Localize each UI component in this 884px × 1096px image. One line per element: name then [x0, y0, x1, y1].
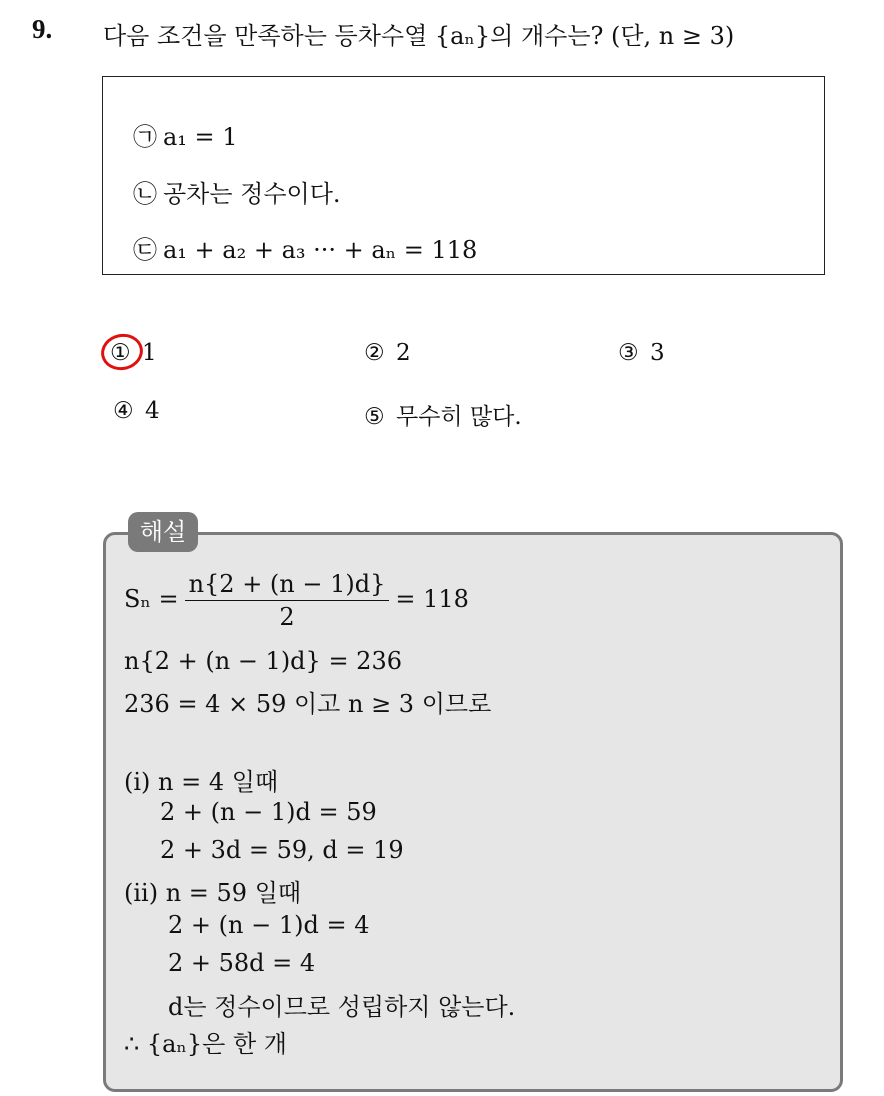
sn-equation — [124, 570, 469, 631]
solution-line: (ii) n = 59 일때 — [124, 879, 302, 907]
choice-text: 4 — [145, 398, 160, 424]
solution-line: ∴ {aₙ}은 한 개 — [124, 1030, 287, 1058]
choice-number: ③ — [618, 340, 639, 366]
choice-2[interactable] — [364, 340, 411, 366]
choice-number: ① — [110, 340, 131, 366]
sn-rhs: = 118 — [395, 585, 469, 613]
condition-mark: ㉢ — [133, 236, 157, 264]
condition-text: a₁ = 1 — [163, 123, 238, 151]
condition-mark: ㉠ — [133, 123, 157, 151]
condition-text: 공차는 정수이다. — [163, 180, 341, 208]
solution-line: 236 = 4 × 59 이고 n ≥ 3 이므로 — [124, 690, 492, 718]
choice-text: 무수히 많다. — [396, 404, 522, 430]
solution-label: 해설 — [128, 512, 198, 552]
conditions-box — [102, 76, 825, 275]
choice-1[interactable] — [110, 340, 157, 366]
choice-text: 3 — [650, 340, 665, 366]
choice-number: ④ — [113, 398, 134, 424]
condition-1 — [133, 117, 238, 152]
condition-mark: ㉡ — [133, 180, 157, 208]
choice-number: ② — [364, 340, 385, 366]
solution-line: 2 + (n − 1)d = 59 — [160, 798, 377, 826]
choice-5[interactable] — [364, 398, 522, 431]
sn-numerator: n{2 + (n − 1)d} — [185, 570, 390, 601]
sn-fraction — [185, 570, 390, 631]
solution-line: 2 + 58d = 4 — [168, 949, 316, 977]
question-number: 9. — [32, 14, 53, 44]
sn-lhs: Sₙ = — [124, 585, 179, 613]
solution-line: n{2 + (n − 1)d} = 236 — [124, 647, 402, 675]
choice-4[interactable] — [113, 398, 160, 424]
solution-line: (i) n = 4 일때 — [124, 768, 279, 796]
solution-line: 2 + (n − 1)d = 4 — [168, 911, 370, 939]
condition-3 — [133, 230, 477, 265]
condition-2 — [133, 174, 341, 209]
solution-line: 2 + 3d = 59, d = 19 — [160, 836, 404, 864]
solution-line: d는 정수이므로 성립하지 않는다. — [168, 993, 516, 1021]
sn-denominator: 2 — [279, 603, 295, 631]
choice-3[interactable] — [618, 340, 665, 366]
question-text: 다음 조건을 만족하는 등차수열 {aₙ}의 개수는? (단, n ≥ 3) — [103, 22, 735, 50]
condition-text: a₁ + a₂ + a₃ ··· + aₙ = 118 — [163, 236, 478, 264]
choice-text: 1 — [142, 340, 157, 366]
choice-text: 2 — [396, 340, 411, 366]
choice-number: ⑤ — [364, 404, 385, 430]
